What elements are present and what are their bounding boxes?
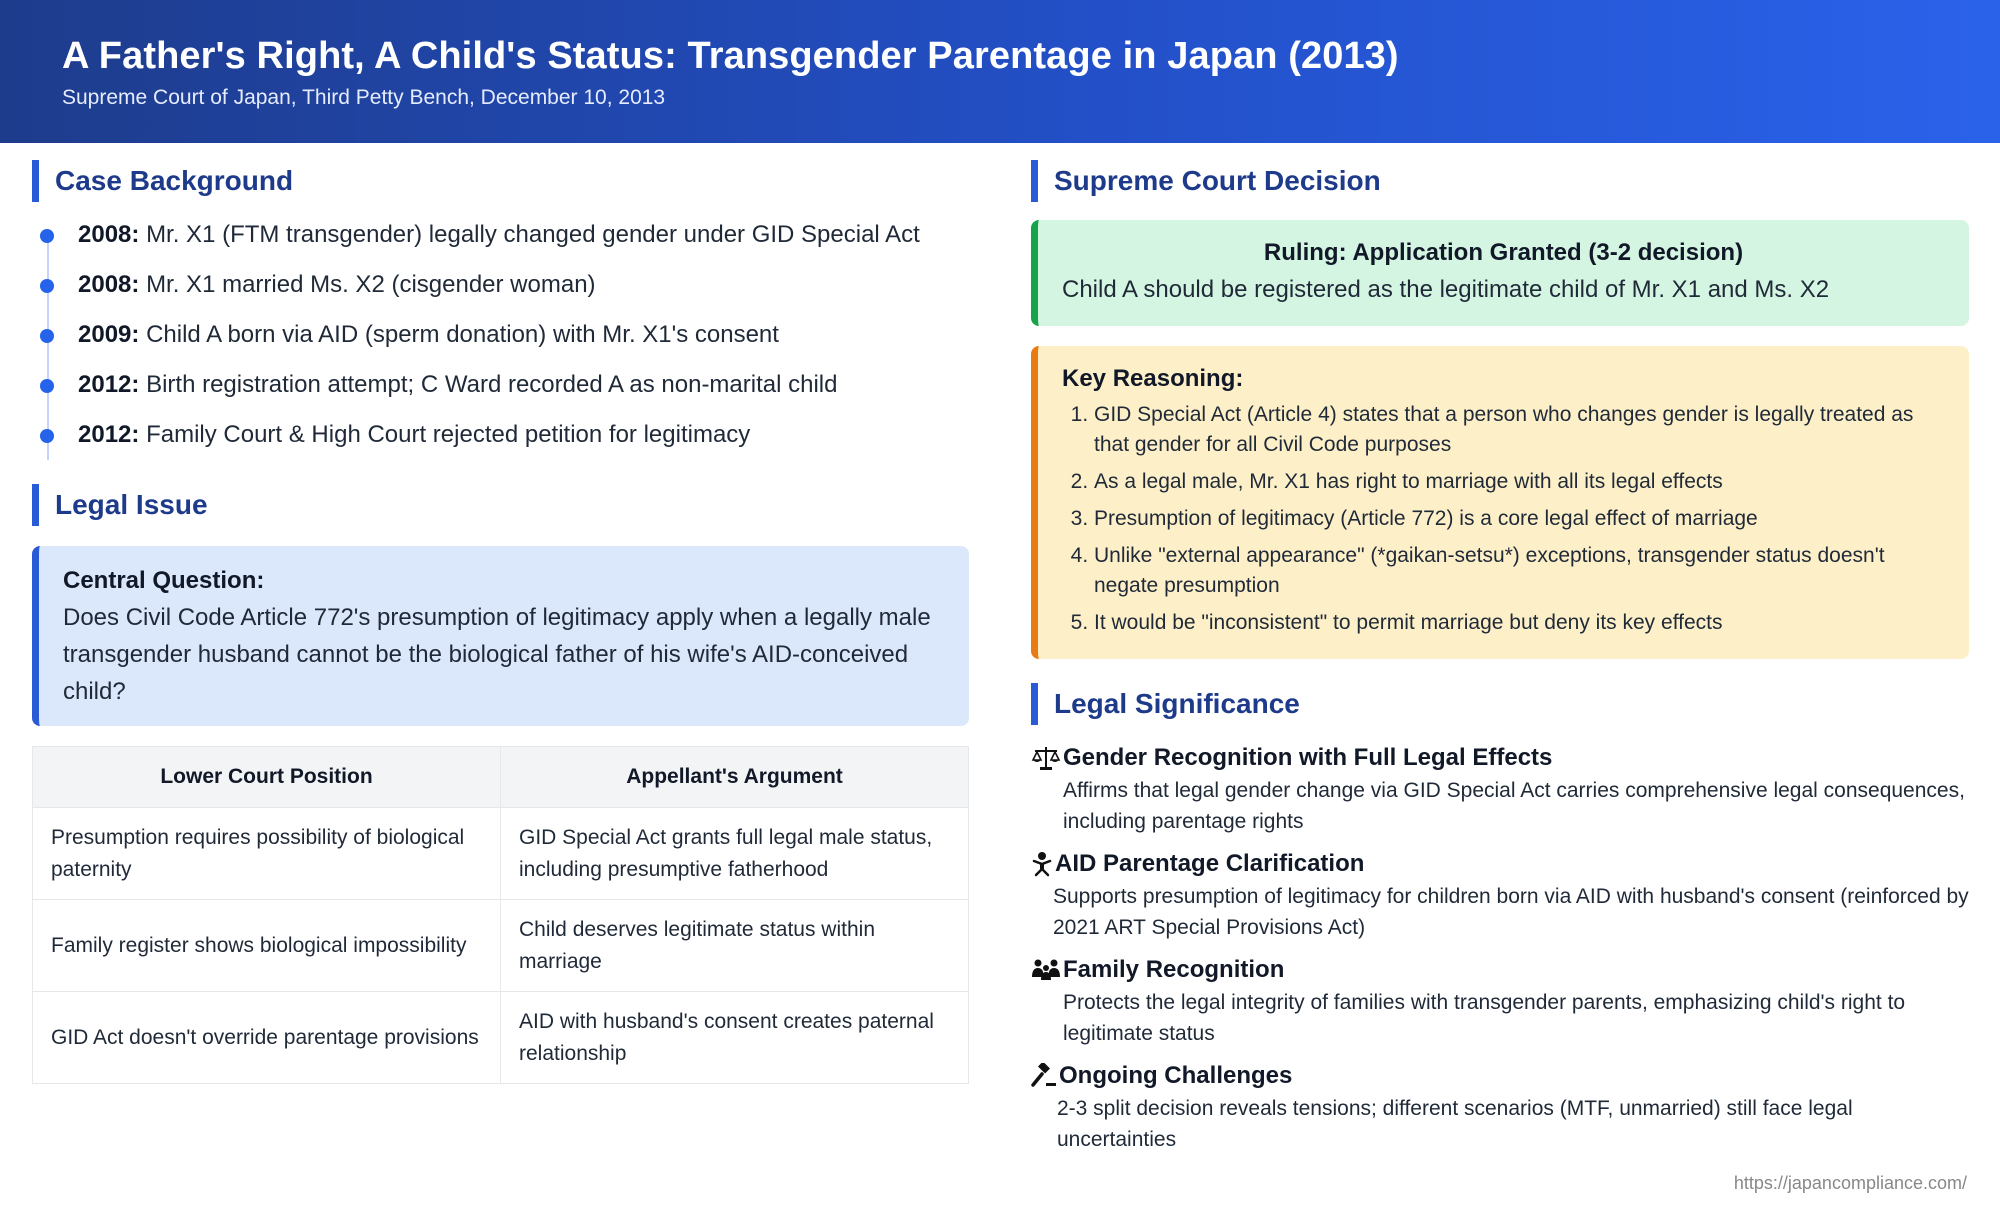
case-timeline [32,220,969,470]
case-background-heading: Case Background [32,160,969,202]
timeline-year: 2008: [78,271,140,298]
reasoning-list [1062,400,1945,638]
page-subtitle: Supreme Court of Japan, Third Petty Bench, December 10, 2013 [62,86,666,109]
significance-text: Protects the legal integrity of families with transgender parents, emphasizing child's right to legitimate status [1063,991,1906,1045]
timeline-text: Birth registration attempt; C Ward recorded A as non-marital child [146,371,838,398]
gavel-icon [1031,1063,1057,1089]
table-row [33,900,969,992]
central-question-label: Central Question: [63,567,265,594]
ruling-text: Child A should be registered as the legitimate child of Mr. X1 and Ms. X2 [1062,276,1830,303]
ruling-box [1031,220,1969,326]
timeline-dot-icon [40,229,54,243]
timeline-item [32,320,969,370]
key-reasoning-title: Key Reasoning: [1062,365,1244,392]
column-header-lower-court: Lower Court Position [33,747,501,808]
ruling-title: Ruling: Application Granted (3-2 decision) [1263,239,1744,266]
significance-title: Ongoing Challenges [1059,1062,1293,1089]
significance-text: Supports presumption of legitimacy for children born via AID with husband's consent (reinforced by 2021 ART Special Provisions Act) [1053,885,1969,939]
reasoning-item: 5. It would be "inconsistent" to permit marriage but deny its key effects [1094,608,1945,638]
significance-item-header [1031,953,1969,987]
timeline-item [32,370,969,420]
table-row [33,992,969,1084]
column-header-appellant: Appellant's Argument [501,747,969,808]
timeline-text: Child A born via AID (sperm donation) with Mr. X1's consent [146,321,779,348]
table-row [33,808,969,900]
page-header [0,0,2000,143]
significance-item-header [1031,847,1969,881]
legal-issue-heading: Legal Issue [32,484,969,526]
significance-item-header [1031,741,1969,775]
legal-significance-heading: Legal Significance [1031,683,1969,725]
significance-title: Gender Recognition with Full Legal Effects [1063,744,1553,771]
timeline-item [32,270,969,320]
table-cell: Child deserves legitimate status within marriage [501,900,969,992]
reasoning-item: 1. GID Special Act (Article 4) states that a person who changes gender is legally treated as that gender for all Civil Code purposes [1094,400,1945,460]
timeline-dot-icon [40,279,54,293]
timeline-text: Mr. X1 married Ms. X2 (cisgender woman) [146,271,596,298]
timeline-text: Mr. X1 (FTM transgender) legally changed gender under GID Special Act [146,221,920,248]
table-cell: GID Act doesn't override parentage provisions [33,992,501,1084]
page-title: A Father's Right, A Child's Status: Transgender Parentage in Japan (2013) [62,35,1399,77]
significance-text: 2-3 split decision reveals tensions; different scenarios (MTF, unmarried) still face legal uncertainties [1057,1097,1853,1151]
timeline-dot-icon [40,329,54,343]
left-column [32,160,969,1084]
timeline-text: Family Court & High Court rejected petition for legitimacy [146,421,751,448]
timeline-dot-icon [40,379,54,393]
timeline-year: 2008: [78,221,140,248]
central-question-text: Does Civil Code Article 772's presumption of legitimacy apply when a legally male transgender husband cannot be the biological father of his wife's AID-conceived child? [63,604,931,705]
timeline-item [32,220,969,270]
significance-item [1031,847,1969,943]
timeline-item [32,420,969,470]
reasoning-item: 4. Unlike "external appearance" (*gaikan-setsu*) exceptions, transgender status doesn't negate presumption [1094,541,1945,601]
table-cell: GID Special Act grants full legal male status, including presumptive fatherhood [501,808,969,900]
table-header-row [33,747,969,808]
central-question-box [32,546,969,726]
decision-heading: Supreme Court Decision [1031,160,1969,202]
family-icon [1031,957,1061,983]
significance-title: Family Recognition [1063,956,1285,983]
right-column [1031,160,1969,1165]
table-cell: Presumption requires possibility of biological paternity [33,808,501,900]
significance-title: AID Parentage Clarification [1055,850,1365,877]
baby-icon [1031,851,1053,877]
significance-item [1031,741,1969,837]
reasoning-item: 3. Presumption of legitimacy (Article 772) is a core legal effect of marriage [1094,504,1945,534]
significance-list [1031,741,1969,1155]
source-url: https://japancompliance.com/ [1733,1173,1967,1193]
significance-item [1031,1059,1969,1155]
table-cell: AID with husband's consent creates paternal relationship [501,992,969,1084]
significance-item [1031,953,1969,1049]
timeline-dot-icon [40,429,54,443]
table-cell: Family register shows biological impossibility [33,900,501,992]
timeline-year: 2012: [78,421,140,448]
scale-icon [1031,745,1061,771]
timeline-year: 2012: [78,371,140,398]
key-reasoning-box [1031,346,1969,659]
significance-item-header [1031,1059,1969,1093]
position-comparison-table [32,746,969,1084]
significance-text: Affirms that legal gender change via GID Special Act carries comprehensive legal consequences, including parentage rights [1063,779,1965,833]
reasoning-item: 2. As a legal male, Mr. X1 has right to marriage with all its legal effects [1094,467,1945,497]
timeline-year: 2009: [78,321,140,348]
